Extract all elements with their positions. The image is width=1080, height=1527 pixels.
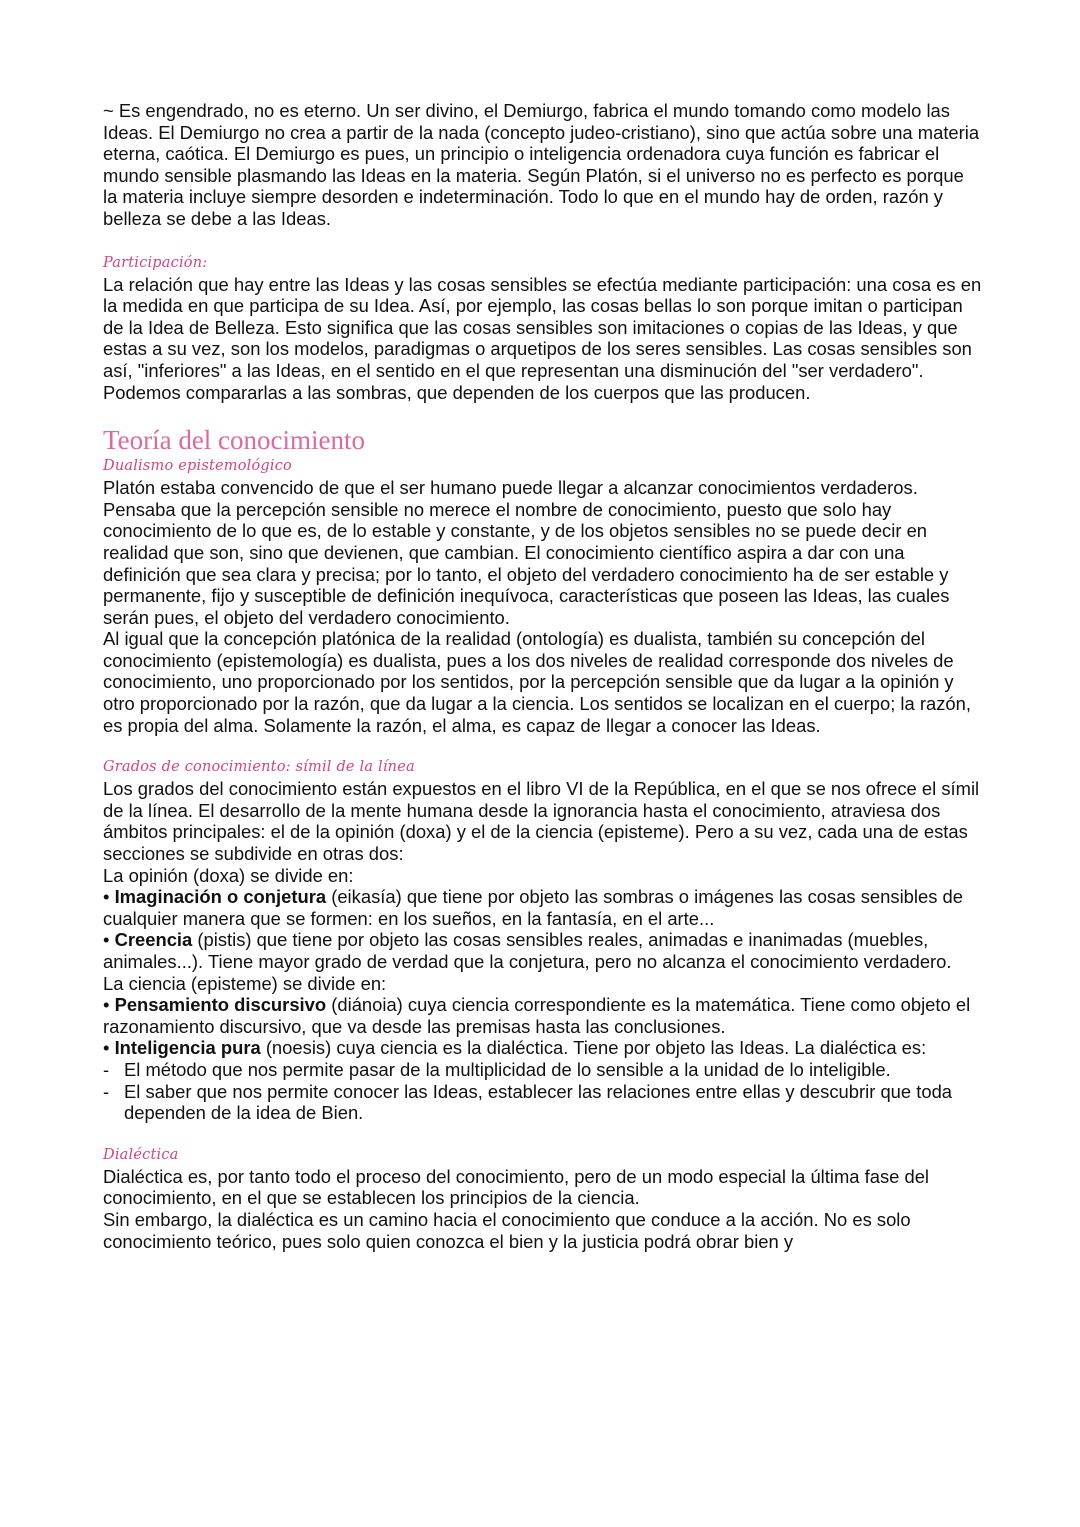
dialectica-paragraph-2: Sin embargo, la dialéctica es un camino hacia el conocimiento que conduce a la acción. No es solo conocimiento teórico, pues solo quien conozca el bien y la justicia podrá obrar bien y: [103, 1208, 911, 1252]
bullet-text: (eikasía) que tiene por objeto las sombras o imágenes las cosas sensibles de cualquier manera que se formen: en los sueños, en la fantasía, en el arte...: [103, 886, 963, 929]
grados-intro: Los grados del conocimiento están expuestos en el libro VI de la República, en el que se nos ofrece el símil de la línea. El desarrollo de la mente humana desde la ignorancia hasta el conocimiento, atraviesa dos ámbitos principales: el de la opinión (doxa) y el de la ciencia (episteme). Pero a su vez, cada una de estas secciones se subdivide en otras dos:: [103, 778, 980, 865]
ciencia-line: La ciencia (episteme) se divide en:: [103, 972, 387, 994]
dash-item-saber: [103, 1081, 983, 1124]
spacer: [103, 403, 983, 425]
dash-item-metodo: [103, 1059, 983, 1081]
bullet-marker: •: [103, 994, 115, 1016]
participacion-heading: Participación:: [103, 254, 208, 271]
bullet-item-creencia: [103, 929, 983, 972]
bullet-marker: •: [103, 1037, 115, 1059]
intro-paragraph: ~ Es engendrado, no es eterno. Un ser divino, el Demiurgo, fabrica el mundo tomando como modelo las Ideas. El Demiurgo no crea a partir de la nada (concepto judeo-cristiano), sino que actúa sobre una materia eterna, caótica. El Demiurgo es pues, un principio o inteligencia ordenadora cuya función es fabricar el mundo sensible plasmando las Ideas en la materia. Según Platón, si el universo no es perfecto es porque la materia incluye siempre desorden e indeterminación. Todo lo que en el mundo hay de orden, razón y belleza se debe a las Ideas.: [103, 100, 980, 229]
bullet-item-imaginacion: [103, 886, 983, 929]
bullet-term: Inteligencia pura: [114, 1037, 261, 1059]
bullet-text: (noesis) cuya ciencia es la dialéctica. Tiene por objeto las Ideas. La dialéctica es:: [260, 1037, 927, 1059]
bullet-term: Creencia: [114, 929, 193, 951]
bullet-marker: •: [103, 929, 115, 951]
bullet-term: Pensamiento discursivo: [114, 994, 327, 1016]
dualismo-paragraph-1: Platón estaba convencido de que el ser humano puede llegar a alcanzar conocimientos verdaderos. Pensaba que la percepción sensible no merece el nombre de conocimiento, puesto que solo hay conocimiento de lo que es, de lo estable y constante, y de los objetos sensibles no se puede decir en realidad que son, sino que devienen, que cambian. El conocimiento científico aspira a dar con una definición que sea clara y precisa; por lo tanto, el objeto del verdadero conocimiento ha de ser estable y permanente, fijo y susceptible de definición inequívoca, características que poseen las Ideas, las cuales serán pues, el objeto del verdadero conocimiento.: [103, 477, 950, 628]
spacer: [103, 230, 983, 252]
dialectica-paragraph-1: Dialéctica es, por tanto todo el proceso del conocimiento, pero de un modo especial la última fase del conocimiento, en el que se establecen los principios de la ciencia.: [103, 1165, 930, 1209]
bullet-marker: •: [103, 886, 115, 908]
spacer: [103, 736, 983, 756]
dash-marker: -: [103, 1058, 110, 1080]
section-title-teoria: Teoría del conocimiento: [103, 425, 366, 456]
bullet-text: (diánoia) cuya ciencia correspondiente es la matemática. Tiene como objeto el razonamiento discursivo, que va desde las premisas hasta las conclusiones.: [103, 994, 971, 1037]
bullet-term: Imaginación o conjetura: [114, 886, 327, 908]
dialectica-heading: Dialéctica: [103, 1146, 179, 1163]
dash-marker: -: [103, 1080, 110, 1102]
bullet-text: (pistis) que tiene por objeto las cosas sensibles reales, animadas e inanimadas (muebles, animales...). Tiene mayor grado de verdad que la conjetura, pero no alcanza el conocimiento verdadero.: [103, 929, 952, 972]
bullet-item-pensamiento: [103, 994, 983, 1037]
participacion-paragraph: La relación que hay entre las Ideas y las cosas sensibles se efectúa mediante participación: una cosa es en la medida en que participa de su Idea. Así, por ejemplo, las cosas bellas lo son porque imitan o participan de la Idea de Belleza. Esto significa que las cosas sensibles son imitaciones o copias de las Ideas, y que estas a su vez, son los modelos, paradigmas o arquetipos de los seres sensibles. Las cosas sensibles son así, "inferiores" a las Ideas, en el sentido en el que representan una disminución del "ser verdadero". Podemos compararlas a las sombras, que dependen de los cuerpos que las producen.: [103, 273, 982, 403]
bullet-item-inteligencia: [103, 1037, 983, 1059]
dash-text: El método que nos permite pasar de la multiplicidad de lo sensible a la unidad de lo inteligible.: [124, 1058, 891, 1080]
dash-text: El saber que nos permite conocer las Ideas, establecer las relaciones entre ellas y descubrir que toda dependen de la idea de Bien.: [124, 1080, 953, 1124]
opinion-line: La opinión (doxa) se divide en:: [103, 864, 354, 886]
dualismo-heading: Dualismo epistemológico: [103, 458, 292, 475]
grados-heading: Grados de conocimiento: símil de la línea: [103, 759, 415, 776]
document-page: [103, 100, 983, 1252]
spacer: [103, 1124, 983, 1144]
dualismo-paragraph-2: Al igual que la concepción platónica de la realidad (ontología) es dualista, también su concepción del conocimiento (epistemología) es dualista, pues a los dos niveles de realidad corresponde dos niveles de conocimiento, uno proporcionado por los sentidos, por la percepción sensible que da lugar a la opinión y otro proporcionado por la razón, que da lugar a la ciencia. Los sentidos se localizan en el cuerpo; la razón, es propia del alma. Solamente la razón, el alma, es capaz de llegar a conocer las Ideas.: [103, 628, 971, 736]
